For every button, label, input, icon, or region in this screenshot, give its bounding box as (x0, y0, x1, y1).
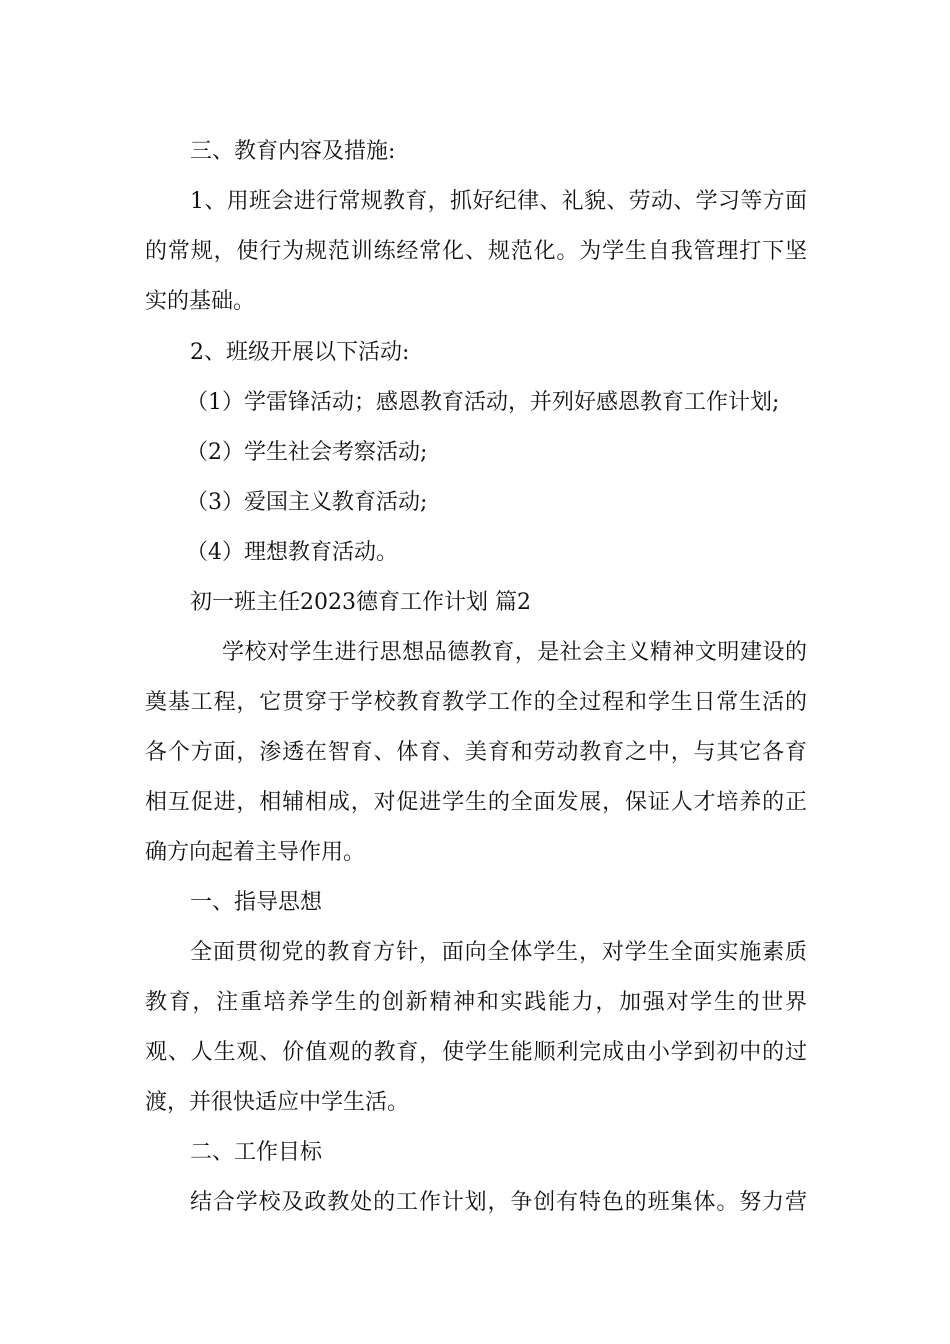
list-item: （2）学生社会考察活动; (186, 440, 428, 465)
paragraph-line: 学校对学生进行思想品德教育，是社会主义精神文明建设的 (222, 640, 807, 665)
paragraph-line: 各个方面，渗透在智育、体育、美育和劳动教育之中，与其它各育 (145, 740, 807, 765)
paragraph-line: 实的基础。 (145, 289, 256, 314)
list-item: （1）学雷锋活动；感恩教育活动，并列好感恩教育工作计划; (186, 390, 780, 415)
paragraph-line: 确方向起着主导作用。 (145, 840, 366, 865)
paragraph-line: 2、班级开展以下活动: (190, 340, 410, 365)
paragraph-line: 观、人生观、价值观的教育，使学生能顺利完成由小学到初中的过 (145, 1040, 807, 1065)
paragraph-line: 结合学校及政教处的工作计划，争创有特色的班集体。努力营 (190, 1190, 807, 1215)
paragraph-line: 渡，并很快适应中学生活。 (145, 1090, 410, 1115)
paragraph-line: 的常规，使行为规范训练经常化、规范化。为学生自我管理打下坚 (145, 239, 807, 264)
list-item: （4）理想教育活动。 (186, 540, 398, 565)
paragraph-line: 教育，注重培养学生的创新精神和实践能力，加强对学生的世界 (145, 990, 807, 1015)
article-title: 初一班主任2023德育工作计划 篇2 (190, 590, 531, 615)
paragraph-line: 奠基工程，它贯穿于学校教育教学工作的全过程和学生日常生活的 (145, 690, 807, 715)
list-item: （3）爱国主义教育活动; (186, 490, 428, 515)
section-heading-1: 一、指导思想 (190, 890, 323, 915)
paragraph-line: 1、用班会进行常规教育，抓好纪律、礼貌、劳动、学习等方面 (190, 189, 807, 214)
paragraph-line: 相互促进，相辅相成，对促进学生的全面发展，保证人才培养的正 (145, 790, 807, 815)
section-heading-3: 三、教育内容及措施: (190, 139, 396, 164)
section-heading-2: 二、工作目标 (190, 1140, 323, 1165)
paragraph-line: 全面贯彻党的教育方针，面向全体学生，对学生全面实施素质 (190, 940, 807, 965)
